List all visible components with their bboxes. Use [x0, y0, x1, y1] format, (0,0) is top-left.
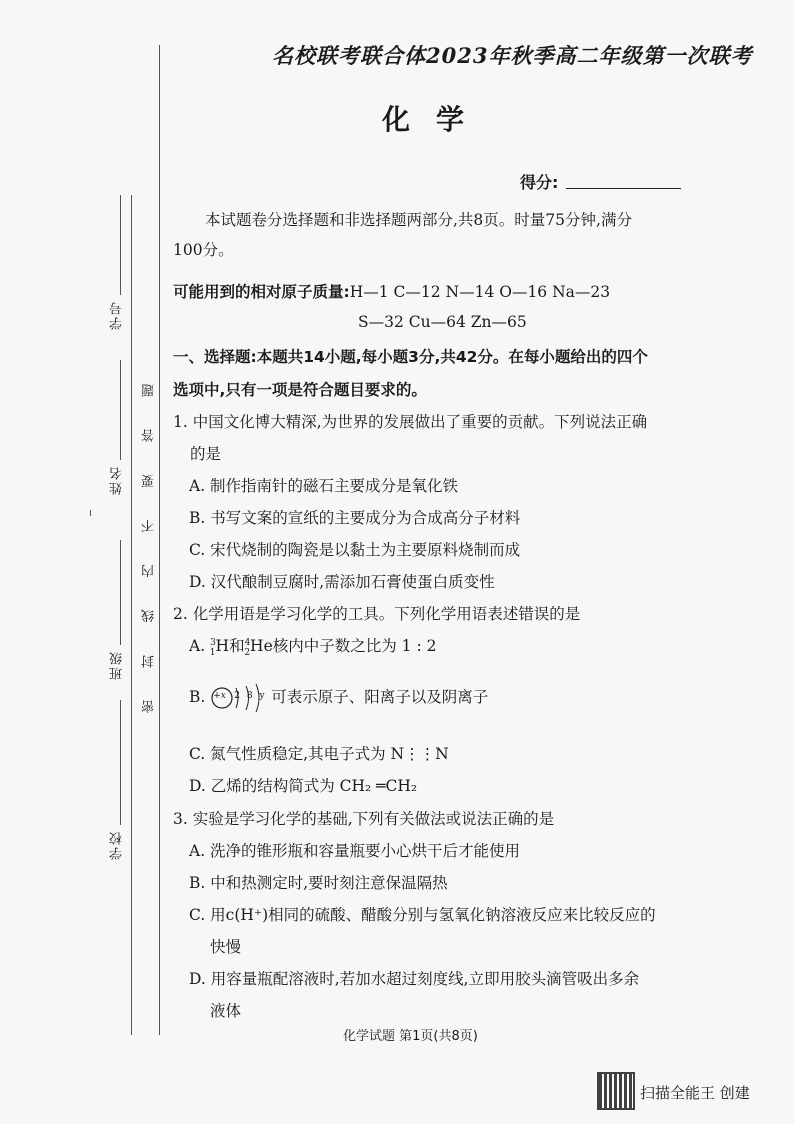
q1-option-a: A. 制作指南针的磁石主要成分是氧化铁	[189, 477, 459, 495]
q1-stem-2: 的是	[190, 445, 222, 463]
qr-code-icon	[597, 1072, 635, 1110]
q3-option-c-1: C. 用c(H⁺)相同的硫酸、醋酸分别与氢氧化钠溶液反应来比较反应的	[189, 906, 656, 924]
score-label: 得分:	[520, 173, 559, 192]
atom-shell-labels: 2 8 y	[234, 691, 267, 701]
q2-a-he: He	[250, 637, 273, 655]
q2-a-h: H	[215, 637, 230, 655]
intro-line-1: 本试题卷分选择题和非选择题两部分,共8页。时量75分钟,满分	[205, 211, 632, 229]
q3-stem: 3. 实验是学习化学的基础,下列有关做法或说法正确的是	[173, 810, 555, 828]
atom-nucleus-label: +x	[213, 691, 226, 701]
exam-title: 名校联考联合体2023年秋季高二年级第一次联考	[272, 43, 753, 68]
school-blank	[120, 700, 121, 825]
binding-line-outer	[131, 195, 132, 1035]
atomic-mass-line-1	[173, 280, 610, 302]
atomic-mass-line-2: S—32 Cu—64 Zn—65	[358, 313, 527, 331]
subject-title: 化学	[382, 103, 491, 136]
q2-b-prefix: B.	[189, 688, 206, 706]
q2-stem: 2. 化学用语是学习化学的工具。下列化学用语表述错误的是	[173, 605, 581, 623]
atom-structure-diagram	[210, 682, 266, 714]
scanner-watermark: 扫描全能王 创建	[640, 1084, 750, 1102]
q1-stem-1: 1. 中国文化博大精深,为世界的发展做出了重要的贡献。下列说法正确	[173, 413, 648, 431]
margin-school: 学校	[110, 830, 125, 860]
score-blank[interactable]	[566, 188, 681, 189]
seal-warning: 密 封 线 内 不 要 答 题	[142, 370, 157, 713]
q2-option-c: C. 氮气性质稳定,其电子式为 N⋮⋮N	[189, 745, 449, 763]
q3-option-b: B. 中和热测定时,要时刻注意保温隔热	[189, 874, 448, 892]
binding-line-inner	[159, 45, 160, 1035]
q3-option-c-2: 快慢	[210, 938, 242, 956]
q1-option-d: D. 汉代酿制豆腐时,需添加石膏使蛋白质变性	[189, 573, 495, 591]
q2-option-d: D. 乙烯的结构简式为 CH₂ ═CH₂	[189, 777, 418, 795]
margin-class: 班级	[110, 650, 125, 680]
class-blank	[120, 540, 121, 645]
q3-option-a: A. 洗净的锥形瓶和容量瓶要小心烘干后才能使用	[189, 842, 521, 860]
atomic-mass-label: 可能用到的相对原子质量:	[173, 283, 350, 301]
q1-option-c: C. 宋代烧制的陶瓷是以黏土为主要原料烧制而成	[189, 541, 521, 559]
section-header-2: 选项中,只有一项是符合题目要求的。	[173, 381, 427, 399]
q2-option-b	[189, 682, 488, 714]
q3-option-d-1: D. 用容量瓶配溶液时,若加水超过刻度线,立即用胶头滴管吸出多余	[189, 970, 640, 988]
section-header-1: 一、选择题:本题共14小题,每小题3分,共42分。在每小题给出的四个	[173, 348, 648, 366]
q2-option-a: A. $^3_1$H和$^4_2$He核内中子数之比为 1 : 2	[189, 637, 437, 659]
student-no-blank	[120, 195, 121, 295]
binding-tick	[90, 510, 91, 516]
q2-b-text: 可表示原子、阳离子以及阴离子	[271, 688, 489, 706]
q2-a-and: 和	[229, 637, 245, 655]
margin-student-no: 学号	[110, 300, 125, 330]
q3-option-d-2: 液体	[210, 1002, 242, 1020]
q2-a-text: 核内中子数之比为 1 : 2	[272, 637, 437, 655]
atomic-mass-values-1: H—1 C—12 N—14 O—16 Na—23	[349, 283, 611, 301]
name-blank	[120, 360, 121, 460]
page-footer: 化学试题 第1页(共8页)	[343, 1029, 478, 1044]
intro-line-2: 100分。	[173, 241, 234, 259]
q2-a-prefix: A.	[189, 637, 211, 655]
margin-name: 姓名	[110, 465, 125, 495]
q1-option-b: B. 书写文案的宣纸的主要成分为合成高分子材料	[189, 509, 521, 527]
